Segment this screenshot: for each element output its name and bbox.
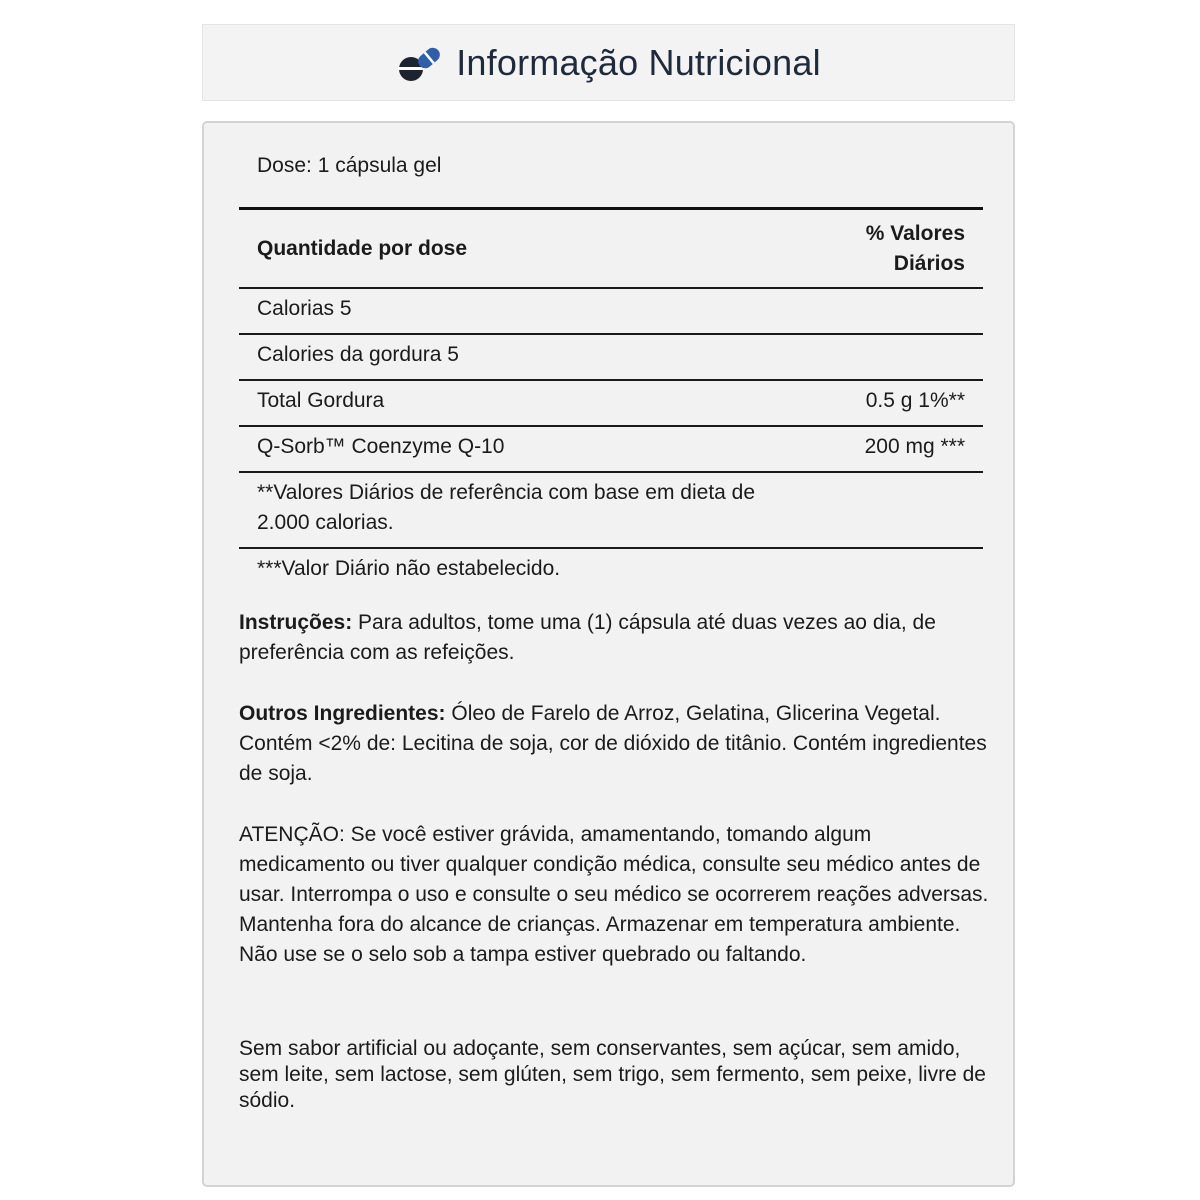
- ingredients-paragraph: [239, 699, 989, 789]
- nutrient-value: 200 mg ***: [864, 435, 965, 458]
- ingredients-text: Óleo de Farelo de Arroz, Gelatina, Glicerina Vegetal. Contém <2% de: Lecitina de soja, cor de dióxido de titânio. Contém ingredientes de soja.: [239, 702, 987, 785]
- daily-value-header-line1: % Valores: [865, 221, 965, 245]
- table-header-row: [239, 210, 983, 289]
- daily-value-header: [825, 219, 965, 279]
- table-row: [239, 427, 983, 473]
- footnote-row: [239, 473, 983, 549]
- nutrient-name: Calorias 5: [257, 297, 352, 320]
- ingredients-label: Outros Ingredientes:: [239, 702, 446, 725]
- page-title: Informação Nutricional: [456, 41, 821, 83]
- header-bar: [202, 24, 1015, 101]
- nutrient-name: Calories da gordura 5: [257, 343, 459, 366]
- not-established-footnote: ***Valor Diário não estabelecido.: [257, 557, 561, 580]
- amount-per-dose-label: Quantidade por dose: [257, 236, 468, 260]
- dose-text: Dose: 1 cápsula gel: [257, 154, 442, 177]
- nutrition-facts-table: [239, 151, 983, 584]
- nutrition-panel: [202, 121, 1015, 1187]
- instructions-text: Para adultos, tome uma (1) cápsula até duas vezes ao dia, de preferência com as refeições.: [239, 611, 936, 664]
- nutrient-value: 0.5 g 1%**: [865, 389, 965, 412]
- nutrient-name: Q-Sorb™ Coenzyme Q-10: [257, 435, 505, 458]
- instructions-paragraph: [239, 608, 989, 668]
- table-row: [239, 289, 983, 335]
- pills-icon: [396, 44, 442, 84]
- instructions-label: Instruções:: [239, 611, 353, 634]
- warning-paragraph: ATENÇÃO: Se você estiver grávida, amamentando, tomando algum medicamento ou tiver qualquer condição médica, consulte seu médico antes de usar. Interrompa o uso e consulte o seu médico se ocorrerem reações adversas. Mantenha fora do alcance de crianças. Armazenar em temperatura ambiente. Não use se o selo sob a tampa estiver quebrado ou faltando.: [239, 823, 989, 966]
- table-row: [239, 335, 983, 381]
- table-row: [239, 381, 983, 427]
- nutrient-name: Total Gordura: [257, 389, 385, 412]
- daily-value-footnote: **Valores Diários de referência com base em dieta de 2.000 calorias.: [257, 481, 756, 534]
- daily-value-header-line2: Diários: [893, 251, 965, 275]
- free-from-paragraph: Sem sabor artificial ou adoçante, sem conservantes, sem açúcar, sem amido, sem leite, sem lactose, sem glúten, sem trigo, sem fermento, sem peixe, livre de sódio.: [239, 1037, 986, 1112]
